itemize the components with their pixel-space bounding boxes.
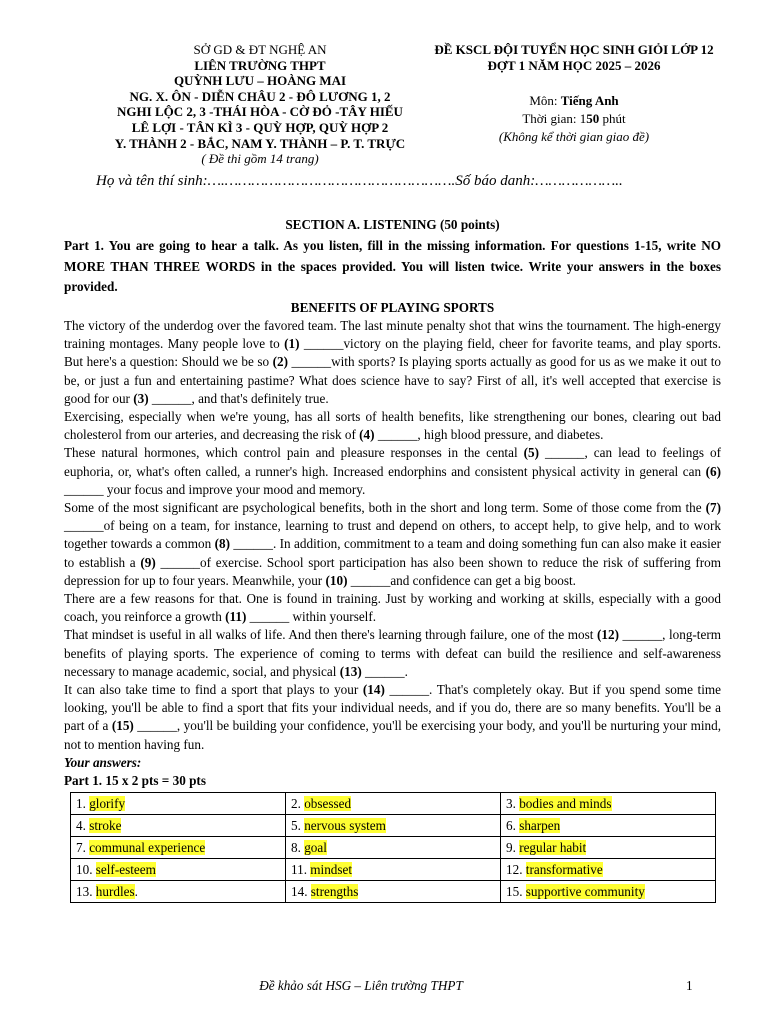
highlighted-answer: self-esteem: [95, 861, 156, 877]
answer-row: [71, 837, 716, 859]
answer-cell: 4. stroke: [71, 815, 286, 837]
answer-key-table: [70, 792, 716, 903]
highlighted-answer: strengths: [310, 883, 359, 899]
answer-cell: 9. regular habit: [501, 837, 716, 859]
question-number: (11): [225, 609, 247, 625]
school-group-name: LIÊN TRƯỜNG THPT: [194, 57, 326, 73]
highlighted-answer: transformative: [525, 861, 603, 877]
transcript-paragraph: These natural hormones, which control pain and pleasure responses in the cental (5) ______, can lead to feelings of euphoria, or, what's often called, a runner's high. Increased endorphins and consistent physical activity in general can (6) ______ your focus and improve your mood and memory.: [64, 445, 721, 497]
answer-cell: 8. goal: [286, 837, 501, 859]
highlighted-answer: communal experience: [89, 839, 206, 855]
talk-transcript: [64, 317, 721, 754]
transcript-paragraph: There are a few reasons for that. One is found in training. Just by working and working at skills, especially with a good coach, you reinforce a growth (11) ______ within yourself.: [64, 590, 721, 625]
question-number: (6): [705, 463, 721, 479]
school-list-line-4: Y. THÀNH 2 - BẮC, NAM Y. THÀNH – P. T. TRỰC: [114, 135, 406, 151]
exam-duration: Thời gian: 150 phút: [522, 111, 626, 126]
exam-title: ĐỀ KSCL ĐỘI TUYỂN HỌC SINH GIỎI LỚP 12: [434, 42, 714, 57]
question-number: (8): [214, 536, 230, 552]
exam-session: ĐỢT 1 NĂM HỌC 2025 – 2026: [487, 58, 661, 73]
answer-row: [71, 815, 716, 837]
answer-cell: 13. hurdles.: [71, 881, 286, 903]
highlighted-answer: glorify: [89, 795, 126, 811]
question-number: (3): [133, 390, 149, 406]
school-list-line-3: LÊ LỢI - TÂN KÌ 3 - QUỲ HỢP, QUỲ HỢP 2: [131, 119, 389, 135]
page-count-note: ( Đề thi gồm 14 trang): [201, 151, 319, 167]
highlighted-answer: goal: [304, 839, 327, 855]
part1-instructions: Part 1. You are going to hear a talk. As you listen, fill in the missing information. For questions 1-15, write NO MORE THAN THREE WORDS in the spaces provided. You will listen twice. Write your answers in the boxes provided.: [64, 238, 721, 295]
exam-content: [64, 216, 721, 903]
answers-heading: Your answers:: [64, 754, 142, 770]
highlighted-answer: sharpen: [519, 817, 561, 833]
answer-row: [71, 859, 716, 881]
department-name: SỞ GD & ĐT NGHỆ AN: [193, 42, 327, 57]
highlighted-answer: hurdles: [95, 883, 135, 899]
question-number: (12): [597, 627, 619, 643]
answer-row: [71, 793, 716, 815]
transcript-paragraph: Some of the most significant are psychological benefits, both in the short and long term. Some of those come from the (7) ______of being on a team, for instance, learning to trust and depend on others, to accept help, to give help, and to work together towards a common (8) ______. In addition, commitment to a team and doing something fun can also make it easier to establish a (9) ______of exercise. School sport participation has also been shown to reduce the risk of suffering from depression for up to four years. Meanwhile, your (10) ______and confidence can get a big boost.: [64, 499, 722, 588]
highlighted-answer: bodies and minds: [519, 795, 612, 811]
question-number: (1): [284, 336, 300, 352]
candidate-info-line: Họ và tên thí sinh:….…………………………………………….Số báo danh:………………..: [96, 173, 623, 189]
highlighted-answer: supportive community: [525, 883, 645, 899]
answer-cell: 5. nervous system: [286, 815, 501, 837]
answer-cell: 11. mindset: [286, 859, 501, 881]
transcript-paragraph: Exercising, especially when we're young, has all sorts of health benefits, like strengthening our bones, clearing out bad cholesterol from our arteries, and decreasing the risk of (4) ______, high blood pressure, and diabetes.: [64, 408, 721, 443]
highlighted-answer: stroke: [89, 817, 122, 833]
answer-cell: 7. communal experience: [71, 837, 286, 859]
transcript-paragraph: That mindset is useful in all walks of life. And then there's learning through failure, one of the most (12) ______, long-term benefits of playing sports. The experience of coming to terms with defeat can build the resilience and self-awareness necessary to manage academic, social, and physical (13) ______.: [64, 627, 721, 679]
school-group-region: QUỲNH LƯU – HOÀNG MAI: [173, 73, 347, 89]
answer-cell: 2. obsessed: [286, 793, 501, 815]
question-number: (15): [111, 718, 134, 734]
transcript-paragraph: It can also take time to find a sport that plays to your (14) ______. That's completely okay. But if you spend some time looking, you'll be able to find a sport that fits your individual needs, and if you do, there are so many benefits. You'll be a part of a (15) ______, you'll be building your confidence, you'll be exercising your body, and you'll be nurturing your mind, not to mention having fun.: [64, 681, 722, 752]
section-title: SECTION A. LISTENING (50 points): [285, 217, 500, 232]
question-number: (9): [140, 554, 156, 570]
answer-cell: 15. supportive community: [501, 881, 716, 903]
question-number: (13): [339, 663, 362, 679]
highlighted-answer: mindset: [310, 861, 353, 877]
question-number: (4): [359, 427, 375, 443]
question-number: (7): [705, 499, 721, 515]
highlighted-answer: regular habit: [519, 839, 587, 855]
highlighted-answer: obsessed: [304, 795, 352, 811]
question-number: (5): [523, 445, 539, 461]
answer-row: [71, 881, 716, 903]
answer-cell: 6. sharpen: [501, 815, 716, 837]
answer-cell: 14. strengths: [286, 881, 501, 903]
school-list-line-2: NGHI LỘC 2, 3 -THÁI HÒA - CỜ ĐỎ -TÂY HIẾU: [117, 104, 403, 120]
talk-title: BENEFITS OF PLAYING SPORTS: [290, 299, 495, 315]
question-number: (10): [325, 572, 348, 588]
page-number: 1: [686, 978, 693, 993]
school-list-line-1: NG. X. ÔN - DIỄN CHÂU 2 - ĐÔ LƯƠNG 1, 2: [129, 88, 391, 104]
school-header: [110, 42, 410, 167]
part-scoring: Part 1. 15 x 2 pts = 30 pts: [64, 772, 206, 788]
answer-cell: 12. transformative: [501, 859, 716, 881]
question-number: (14): [362, 681, 385, 697]
exam-time-note: (Không kể thời gian giao đề): [498, 129, 650, 144]
exam-header: [410, 42, 738, 146]
question-number: (2): [272, 354, 289, 370]
transcript-paragraph: The victory of the underdog over the favored team. The last minute penalty shot that wins the tournament. The high-energy training montages. Many people love to (1) ______victory on the playing field, cheer for favorite teams, and play sports. But here's a question: Should we be so (2) ______with sports? Is playing sports actually as good for us as we make it out to be, or just a fun and entertaining pastime? What does science have to say? First of all, it's well accepted that exercise is good for our (3) ______, and that's definitely true.: [64, 317, 721, 406]
answer-cell: 3. bodies and minds: [501, 793, 716, 815]
exam-subject: Môn: Tiếng Anh: [529, 93, 619, 108]
footer-text: Đề khảo sát HSG – Liên trường THPT: [259, 978, 463, 993]
answer-cell: 1. glorify: [71, 793, 286, 815]
answer-cell: 10. self-esteem: [71, 859, 286, 881]
highlighted-answer: nervous system: [304, 817, 386, 833]
